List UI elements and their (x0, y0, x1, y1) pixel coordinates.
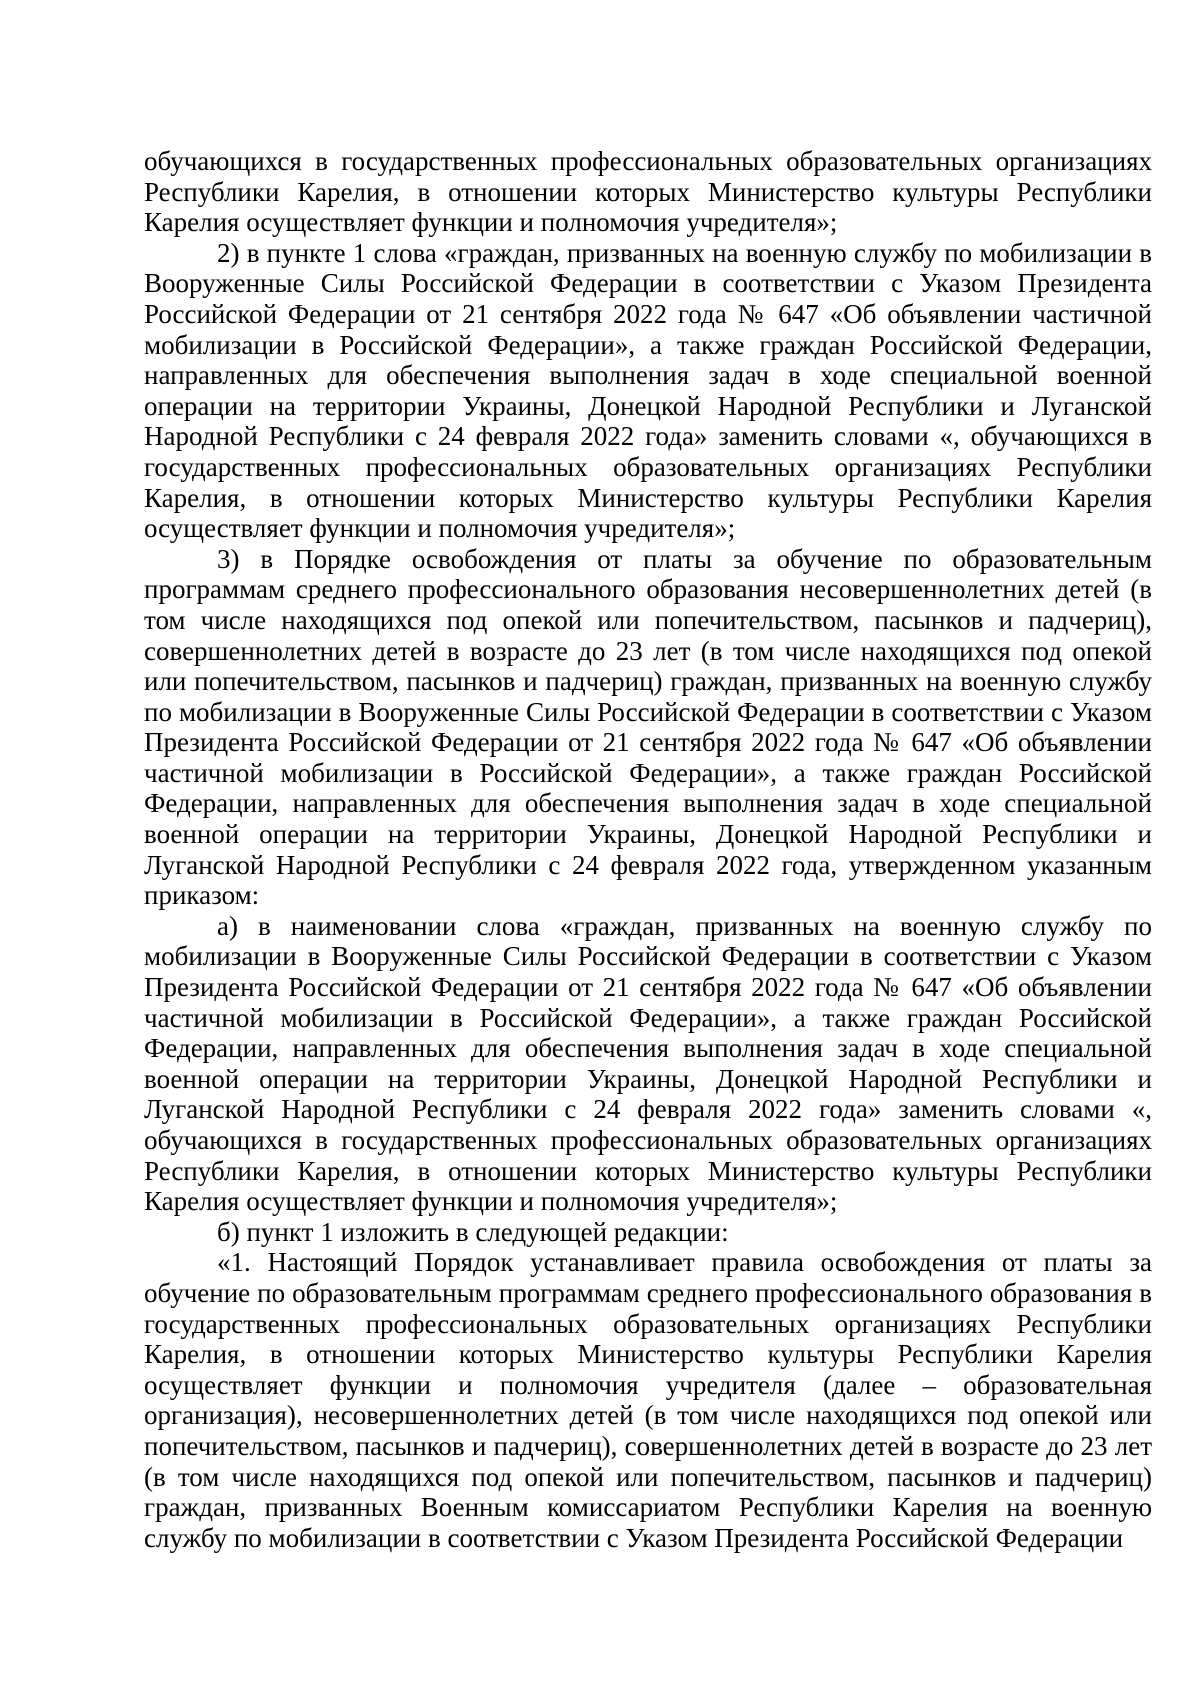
paragraph-clause-1: «1. Настоящий Порядок устанавливает правила освобождения от платы за обучение по образовательным программам среднего профессионального образования в государственных профессиональных образовательных организациях Республики Карелия, в отношении которых Министерство культуры Республики Карелия осуществляет функции и полномочия учредителя (далее – образовательная организация), несовершеннолетних детей (в том числе находящихся под опекой или попечительством, пасынков и падчериц), совершеннолетних детей в возрасте до 23 лет (в том числе находящихся под опекой или попечительством, пасынков и падчериц) граждан, призванных Военным комиссариатом Республики Карелия на военную службу по мобилизации в соответствии с Указом Президента Российской Федерации (144, 1247, 1152, 1553)
paragraph-item-2: 2) в пункте 1 слова «граждан, призванных на военную службу по мобилизации в Вооруженные Силы Российской Федерации в соответствии с Указом Президента Российской Федерации от 21 сентября 2022 года № 647 «Об объявлении частичной мобилизации в Российской Федерации», а также граждан Российской Федерации, направленных для обеспечения выполнения задач в ходе специальной военной операции на территории Украины, Донецкой Народной Республики и Луганской Народной Республики с 24 февраля 2022 года» заменить словами «, обучающихся в государственных профессиональных образовательных организациях Республики Карелия, в отношении которых Министерство культуры Республики Карелия осуществляет функции и полномочия учредителя»; (144, 237, 1152, 544)
paragraph-subitem-b: б) пункт 1 изложить в следующей редакции: (217, 1216, 729, 1247)
paragraph-item-3: 3) в Порядке освобождения от платы за обучение по образовательным программам среднего профессионального образования несовершеннолетних детей (в том числе находящихся под опекой или попечительством, пасынков и падчериц), совершеннолетних детей в возрасте до 23 лет (в том числе находящихся под опекой или попечительством, пасынков и падчериц) граждан, призванных на военную службу по мобилизации в Вооруженные Силы Российской Федерации в соответствии с Указом Президента Российской Федерации от 21 сентября 2022 года № 647 «Об объявлении частичной мобилизации в Российской Федерации», а также граждан Российской Федерации, направленных для обеспечения выполнения задач в ходе специальной военной операции на территории Украины, Донецкой Народной Республики и Луганской Народной Республики с 24 февраля 2022 года, утвержденном указанным приказом: (144, 543, 1152, 911)
paragraph-subitem-a: а) в наименовании слова «граждан, призванных на военную службу по мобилизации в Вооруженные Силы Российской Федерации в соответствии с Указом Президента Российской Федерации от 21 сентября 2022 года № 647 «Об объявлении частичной мобилизации в Российской Федерации», а также граждан Российской Федерации, направленных для обеспечения выполнения задач в ходе специальной военной операции на территории Украины, Донецкой Народной Республики и Луганской Народной Республики с 24 февраля 2022 года» заменить словами «, обучающихся в государственных профессиональных образовательных организациях Республики Карелия, в отношении которых Министерство культуры Республики Карелия осуществляет функции и полномочия учредителя»; (144, 910, 1152, 1217)
document-page (144, 146, 1152, 1553)
paragraph-continuation: обучающихся в государственных профессиональных образовательных организациях Республики Карелия, в отношении которых Министерство культуры Республики Карелия осуществляет функции и полномочия учредителя»; (144, 146, 1152, 238)
